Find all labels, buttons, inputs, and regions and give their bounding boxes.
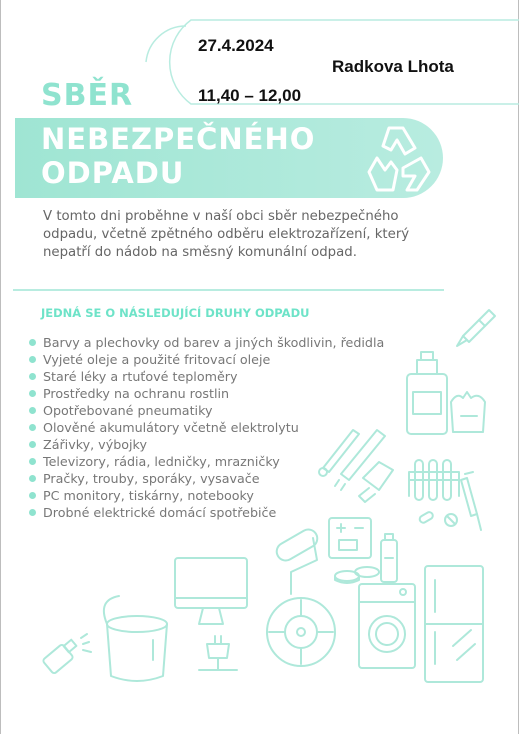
- list-item: Prostředky na ochranu rostlin: [29, 385, 384, 402]
- title-line1: SBĚR: [41, 78, 134, 113]
- intro-text: V tomto dni proběhne v naší obci sběr nebezpečného odpadu, včetně zpětného odběru elektrozařízení, který nepatří do nádob na směsný komunální odpad.: [43, 209, 410, 260]
- list-heading: JEDNÁ SE O NÁSLEDUJÍCÍ DRUHY ODPADU: [41, 306, 310, 320]
- list-item: Drobné elektrické domácí spotřebiče: [29, 504, 384, 521]
- title-line2: NEBEZPEČNÉHO: [41, 122, 316, 156]
- washing-machine-icon: [359, 584, 415, 668]
- event-date: 27.4.2024: [198, 36, 274, 55]
- paint-bucket-icon: [104, 596, 167, 681]
- bulb-icon: [359, 462, 393, 502]
- list-item: Pračky, trouby, sporáky, vysavače: [29, 470, 384, 487]
- tire-icon: [267, 598, 335, 666]
- fridge-icon: [425, 566, 483, 682]
- title-line3: ODPADU: [41, 156, 185, 190]
- event-time: 11,40 – 12,00: [198, 86, 302, 105]
- syringe-icon: [461, 472, 481, 530]
- test-tubes-icon: [409, 460, 459, 500]
- paint-roller-icon: [273, 526, 320, 594]
- list-item: Vyjeté oleje a použité fritovací oleje: [29, 351, 384, 368]
- spray-icon: [42, 634, 91, 674]
- plug-icon: [199, 636, 237, 670]
- bottles-icon: [407, 352, 485, 434]
- event-place: Radkova Lhota: [332, 57, 454, 76]
- list-item: Opotřebované pneumatiky: [29, 402, 384, 419]
- list-item: Zářivky, výbojky: [29, 436, 384, 453]
- pills-icon: [418, 511, 457, 526]
- list-item: Olověné akumulátory včetně elektrolytu: [29, 419, 384, 436]
- coins-battery-icon: [335, 567, 379, 583]
- thermometer-icon: [319, 430, 385, 490]
- list-item: Staré léky a rtuťové teploměry: [29, 368, 384, 385]
- list-item: Barvy a plechovky od barev a jiných škodlivin, ředidla: [29, 334, 384, 351]
- list-item: Televizory, rádia, ledničky, mrazničky: [29, 453, 384, 470]
- monitor-icon: [175, 558, 247, 624]
- paint-brush-icon: [457, 310, 495, 346]
- list-item: PC monitory, tiskárny, notebooky: [29, 487, 384, 504]
- waste-illustrations: [1, 0, 519, 734]
